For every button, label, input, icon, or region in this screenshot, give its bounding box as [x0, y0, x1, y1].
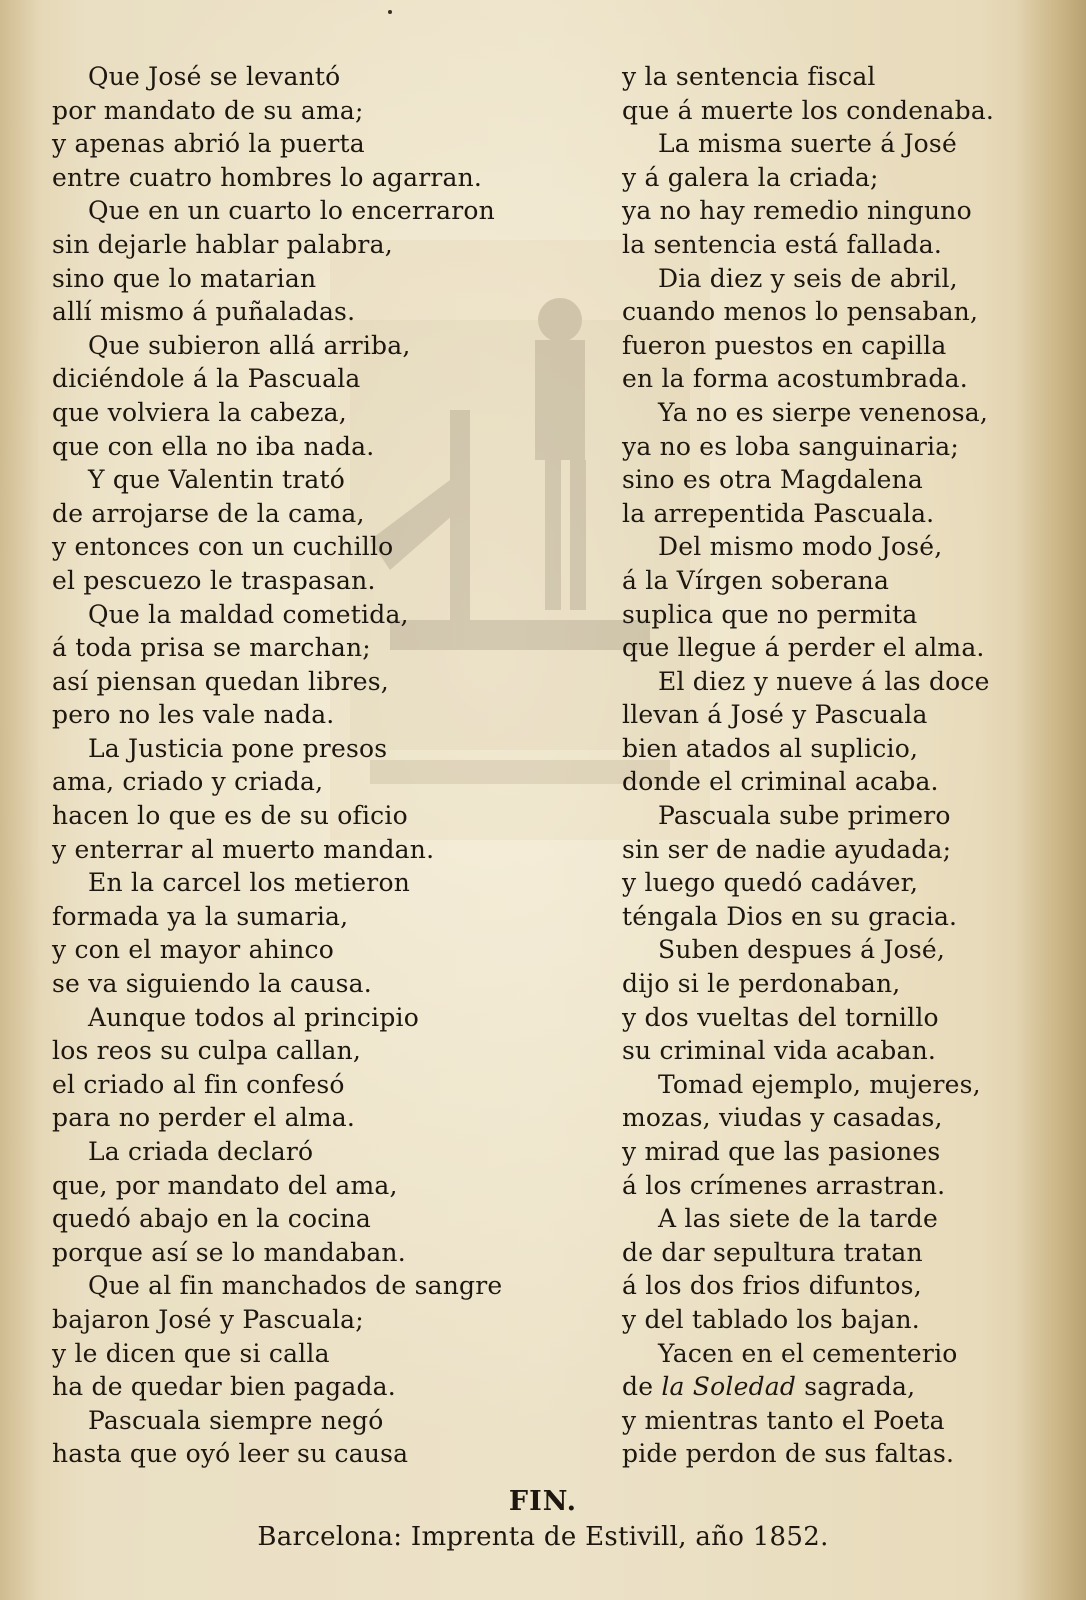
- verse-line: y le dicen que si calla: [52, 1338, 330, 1368]
- verse-line: Yacen en el cementerio: [658, 1338, 958, 1368]
- verse-line: su criminal vida acaban.: [622, 1036, 937, 1066]
- verse-line: y dos vueltas del tornillo: [622, 1002, 939, 1032]
- verse-line: sin ser de nadie ayudada;: [622, 834, 952, 864]
- stanza: [52, 598, 522, 732]
- stanza: [622, 1068, 1086, 1202]
- ink-speck: [388, 10, 392, 14]
- verse-line: Y que Valentin trató: [88, 465, 345, 495]
- imprint-line: Barcelona: Imprenta de Estivill, año 1852.: [257, 1522, 829, 1552]
- verse-line: porque así se lo mandaban.: [52, 1237, 406, 1267]
- verse-line: hasta que oyó leer su causa: [52, 1439, 409, 1469]
- verse-line: ya no es loba sanguinaria;: [622, 431, 959, 461]
- stanza: [622, 665, 1086, 799]
- verse-line: En la carcel los metieron: [88, 868, 411, 898]
- verse-line: Ya no es sierpe venenosa,: [658, 397, 989, 427]
- verse-line: bien atados al suplicio,: [622, 733, 919, 763]
- verse-line: Que José se levantó: [88, 62, 341, 91]
- verse-line: sino es otra Magdalena: [622, 465, 924, 495]
- verse-line: los reos su culpa callan,: [52, 1036, 362, 1066]
- verse-line: Dia diez y seis de abril,: [658, 263, 958, 293]
- verse-line: dijo si le perdonaban,: [622, 969, 901, 999]
- verse-line: y mientras tanto el Poeta: [622, 1405, 945, 1435]
- verse-line: y entonces con un cuchillo: [52, 532, 394, 562]
- fin-label: FIN.: [508, 1486, 578, 1517]
- stanza: [52, 1001, 522, 1135]
- verse-line: Suben despues á José,: [658, 935, 946, 965]
- verse-line: Tomad ejemplo, mujeres,: [658, 1069, 981, 1099]
- verse-line: la arrepentida Pascuala.: [622, 498, 935, 528]
- verse-line: ama, criado y criada,: [52, 767, 324, 797]
- verse-line: pide perdon de sus faltas.: [622, 1439, 955, 1469]
- verse-line: sin dejarle hablar palabra,: [52, 229, 393, 259]
- stanza: [622, 933, 1086, 1067]
- verse-line: Que subieron allá arriba,: [88, 330, 411, 360]
- stanza: [52, 60, 522, 194]
- verse-line: quedó abajo en la cocina: [52, 1204, 372, 1234]
- verse-line: que con ella no iba nada.: [52, 431, 375, 461]
- verse-line: La criada declaró: [88, 1137, 314, 1166]
- verse-line: y del tablado los bajan.: [622, 1304, 920, 1334]
- page-left-shadow: [0, 0, 40, 1600]
- verse-line: y con el mayor ahinco: [52, 935, 334, 965]
- stanza: [52, 463, 522, 597]
- verse-line: formada ya la sumaria,: [52, 901, 349, 931]
- verse-line: hacen lo que es de su oficio: [52, 801, 408, 831]
- verse-line: el pescuezo le traspasan.: [52, 565, 376, 595]
- verse-line: Que en un cuarto lo encerraron: [88, 196, 495, 226]
- verse-line: por mandato de su ama;: [52, 95, 364, 125]
- verse-line: La misma suerte á José: [658, 129, 957, 159]
- verse-line: la sentencia está fallada.: [622, 229, 942, 259]
- verse-line: que, por mandato del ama,: [52, 1170, 398, 1200]
- verse-line: á los dos frios difuntos,: [622, 1271, 922, 1301]
- verse-line: cuando menos lo pensaban,: [622, 297, 979, 327]
- verse-line: allí mismo á puñaladas.: [52, 297, 356, 327]
- verse-line: fueron puestos en capilla: [622, 330, 947, 360]
- verse-line: A las siete de la tarde: [658, 1204, 938, 1234]
- stanza: [622, 396, 1086, 530]
- verse-line: Que al fin manchados de sangre: [88, 1271, 503, 1301]
- verse-line: de la Soledad sagrada,: [622, 1372, 916, 1402]
- stanza: [52, 866, 522, 1000]
- verse-line: de arrojarse de la cama,: [52, 498, 365, 528]
- verse-line: Pascuala sube primero: [658, 801, 951, 831]
- verse-line: y á galera la criada;: [622, 162, 879, 192]
- verse-line: el criado al fin confesó: [52, 1069, 345, 1099]
- verse-line: á los crímenes arrastran.: [622, 1170, 946, 1200]
- verse-line: El diez y nueve á las doce: [658, 666, 990, 696]
- verse-line: de dar sepultura tratan: [622, 1237, 923, 1267]
- verse-line: bajaron José y Pascuala;: [52, 1304, 364, 1334]
- stanza: [622, 1337, 1086, 1471]
- verse-line: Pascuala siempre negó: [88, 1405, 384, 1435]
- stanza: [622, 530, 1086, 664]
- stanza: [622, 799, 1086, 933]
- verse-line: y luego quedó cadáver,: [622, 868, 919, 898]
- verse-line: que volviera la cabeza,: [52, 397, 347, 427]
- stanza: [52, 1135, 522, 1269]
- verse-line: llevan á José y Pascuala: [622, 700, 928, 730]
- verse-line: y la sentencia fiscal: [622, 62, 876, 91]
- stanza: [622, 127, 1086, 261]
- verse-line: y enterrar al muerto mandan.: [52, 834, 435, 864]
- right-verse-column: [622, 60, 1086, 1471]
- verse-line: Del mismo modo José,: [658, 532, 943, 562]
- verse-line: se va siguiendo la causa.: [52, 969, 372, 999]
- verse-line: pero no les vale nada.: [52, 700, 335, 730]
- stanza: [52, 1269, 522, 1403]
- verse-line: La Justicia pone presos: [88, 733, 388, 763]
- verse-line: en la forma acostumbrada.: [622, 364, 968, 394]
- stanza: [622, 60, 1086, 127]
- verse-line: mozas, viudas y casadas,: [622, 1103, 943, 1133]
- verse-line: para no perder el alma.: [52, 1103, 356, 1133]
- verse-line: que llegue á perder el alma.: [622, 633, 985, 663]
- verse-line: donde el criminal acaba.: [622, 767, 939, 797]
- stanza: [622, 1202, 1086, 1336]
- stanza: [52, 194, 522, 328]
- left-verse-column: [52, 60, 522, 1471]
- verse-line: así piensan quedan libres,: [52, 666, 389, 696]
- verse-line: que á muerte los condenaba.: [622, 95, 995, 125]
- verse-line: á toda prisa se marchan;: [52, 633, 371, 663]
- verse-line: ya no hay remedio ninguno: [622, 196, 972, 226]
- verse-line: entre cuatro hombres lo agarran.: [52, 162, 483, 192]
- verse-line: á la Vírgen soberana: [622, 565, 890, 595]
- verse-line: suplica que no permita: [622, 599, 918, 629]
- stanza: [52, 732, 522, 866]
- stanza: [52, 329, 522, 463]
- verse-line: ha de quedar bien pagada.: [52, 1372, 396, 1402]
- stanza: [622, 262, 1086, 396]
- italic-phrase: la Soledad: [661, 1372, 797, 1402]
- verse-line: sino que lo matarian: [52, 263, 317, 293]
- verse-line: y mirad que las pasiones: [622, 1137, 941, 1166]
- verse-line: téngala Dios en su gracia.: [622, 901, 958, 931]
- stanza: [52, 1404, 522, 1471]
- verse-line: y apenas abrió la puerta: [52, 129, 365, 159]
- verse-line: diciéndole á la Pascuala: [52, 364, 361, 394]
- verse-line: Que la maldad cometida,: [88, 599, 409, 629]
- verse-line: Aunque todos al principio: [88, 1002, 419, 1032]
